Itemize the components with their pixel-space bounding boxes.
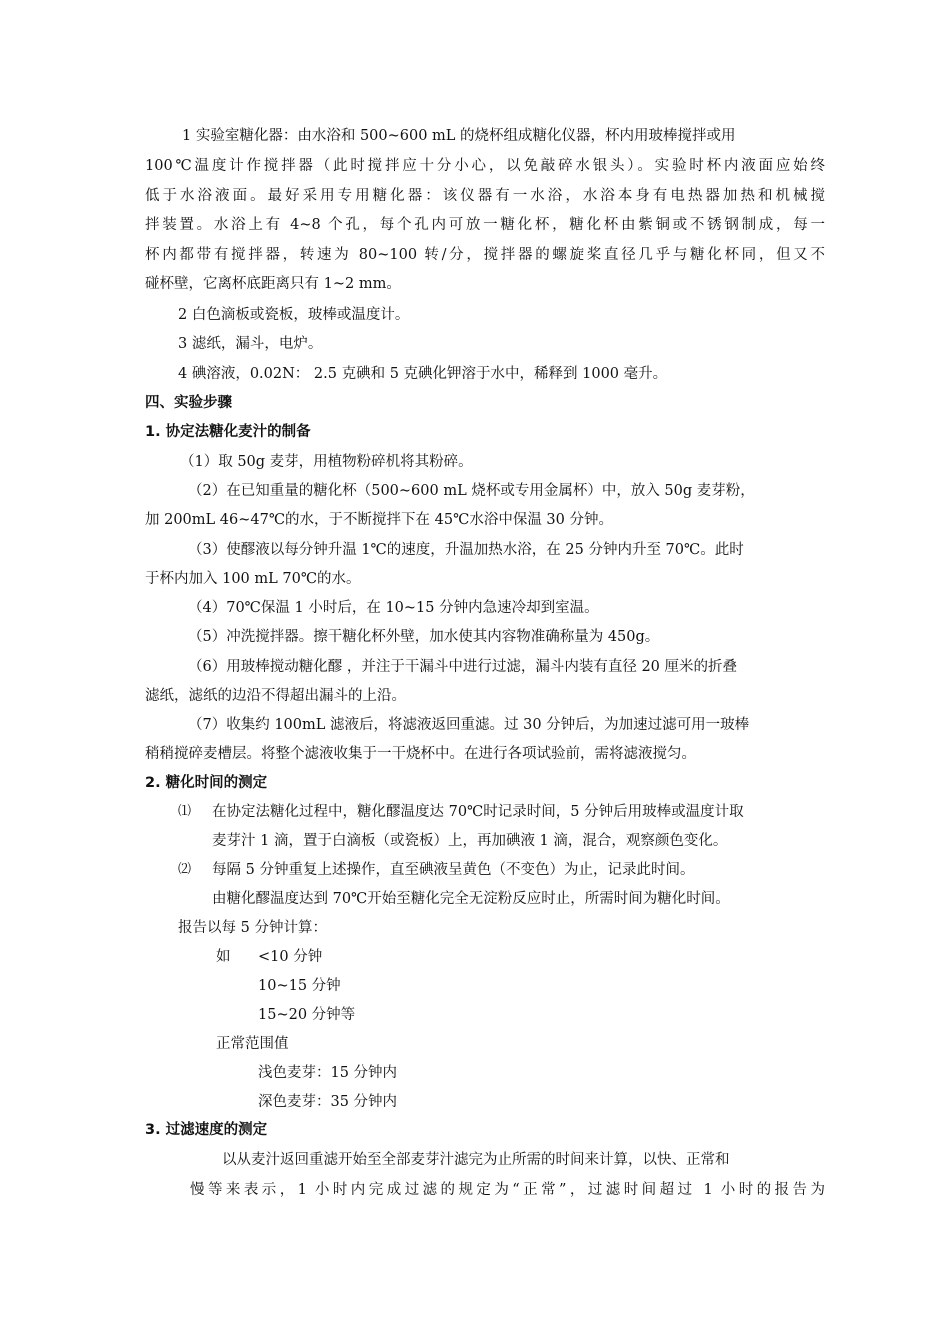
step-item: （7）收集约 100mL 滤液后，将滤液返回重滤。过 30 分钟后，为加速过滤可用一玻棒	[188, 717, 750, 733]
range-value: 深色麦芽：35 分钟内	[258, 1094, 398, 1110]
paragraph-line: 100℃温度计作搅拌器（此时搅拌应十分小心，以免敲碎水银头）。实验时杯内液面应始终	[145, 158, 825, 174]
list-item: 在协定法糖化过程中，糖化醪温度达 70℃时记录时间，5 分钟后用玻棒或温度计取	[212, 804, 744, 820]
section-heading: 四、实验步骤	[145, 395, 232, 411]
paragraph-line: 于杯内加入 100 mL 70℃的水。	[145, 571, 361, 587]
paragraph-line: 滤纸，滤纸的边沿不得超出漏斗的上沿。	[145, 688, 406, 704]
list-marker: ⑴	[178, 804, 192, 819]
paragraph-line: 以从麦汁返回重滤开始至全部麦芽汁滤完为止所需的时间来计算，以快、正常和	[222, 1152, 730, 1168]
step-item: （1）取 50g 麦芽，用植物粉碎机将其粉碎。	[180, 454, 473, 470]
paragraph-line: 碰杯壁，它离杯底距离只有 1~2 mm。	[145, 276, 401, 292]
example-label: 如	[216, 949, 231, 965]
subsection-heading: 1. 协定法糖化麦汁的制备	[145, 424, 311, 440]
step-item: （2）在已知重量的糖化杯（500~600 mL 烧杯或专用金属杯）中，放入 50g 麦芽粉，	[188, 483, 755, 499]
list-item: 每隔 5 分钟重复上述操作，直至碘液呈黄色（不变色）为止，记录此时间。	[212, 862, 695, 878]
paragraph-line: 1 实验室糖化器：由水浴和 500~600 mL 的烧杯组成糖化仪器，杯内用玻棒搅拌或用	[182, 128, 736, 144]
example-value: <10 分钟	[258, 949, 323, 965]
paragraph-line: 低于水浴液面。最好采用专用糖化器：该仪器有一水浴，水浴本身有电热器加热和机械搅	[145, 188, 825, 204]
range-label: 正常范围值	[216, 1036, 289, 1052]
paragraph-line: 杯内都带有搅拌器，转速为 80~100 转/分，搅拌器的螺旋桨直径几乎与糖化杯同，但又不	[145, 247, 825, 263]
paragraph-line: 由糖化醪温度达到 70℃开始至糖化完全无淀粉反应时止，所需时间为糖化时间。	[212, 891, 730, 907]
step-item: （6）用玻棒搅动糖化醪 ，并注于干漏斗中进行过滤，漏斗内装有直径 20 厘米的折叠	[188, 659, 738, 675]
list-item: 2 白色滴板或瓷板，玻棒或温度计。	[178, 307, 410, 323]
range-value: 浅色麦芽：15 分钟内	[258, 1065, 398, 1081]
paragraph-line: 慢等来表示，1 小时内完成过滤的规定为“正常”，过滤时间超过 1 小时的报告为	[190, 1182, 825, 1198]
paragraph-line: 报告以每 5 分钟计算：	[178, 920, 327, 936]
step-item: （5）冲洗搅拌器。擦干糖化杯外壁，加水使其内容物准确称量为 450g。	[188, 629, 660, 645]
example-value: 15~20 分钟等	[258, 1007, 356, 1023]
subsection-heading: 3. 过滤速度的测定	[145, 1122, 268, 1138]
step-item: （3）使醪液以每分钟升温 1℃的速度，升温加热水浴，在 25 分钟内升至 70℃。此时	[188, 542, 744, 558]
step-item: （4）70℃保温 1 小时后，在 10~15 分钟内急速冷却到室温。	[188, 600, 599, 616]
paragraph-line: 麦芽汁 1 滴，置于白滴板（或瓷板）上，再加碘液 1 滴，混合，观察颜色变化。	[212, 833, 728, 849]
list-item: 3 滤纸，漏斗，电炉。	[178, 336, 323, 352]
paragraph-line: 拌装置。水浴上有 4~8 个孔，每个孔内可放一糖化杯，糖化杯由紫铜或不锈钢制成，每一	[145, 217, 825, 233]
list-item: 4 碘溶液，0.02N： 2.5 克碘和 5 克碘化钾溶于水中，稀释到 1000 毫升。	[178, 366, 668, 382]
subsection-heading: 2. 糖化时间的测定	[145, 775, 268, 791]
paragraph-line: 稍稍搅碎麦槽层。将整个滤液收集于一干烧杯中。在进行各项试验前，需将滤液搅匀。	[145, 746, 696, 762]
list-marker: ⑵	[178, 862, 192, 877]
paragraph-line: 加 200mL 46~47℃的水，于不断搅拌下在 45℃水浴中保温 30 分钟。	[145, 512, 613, 528]
example-value: 10~15 分钟	[258, 978, 341, 994]
